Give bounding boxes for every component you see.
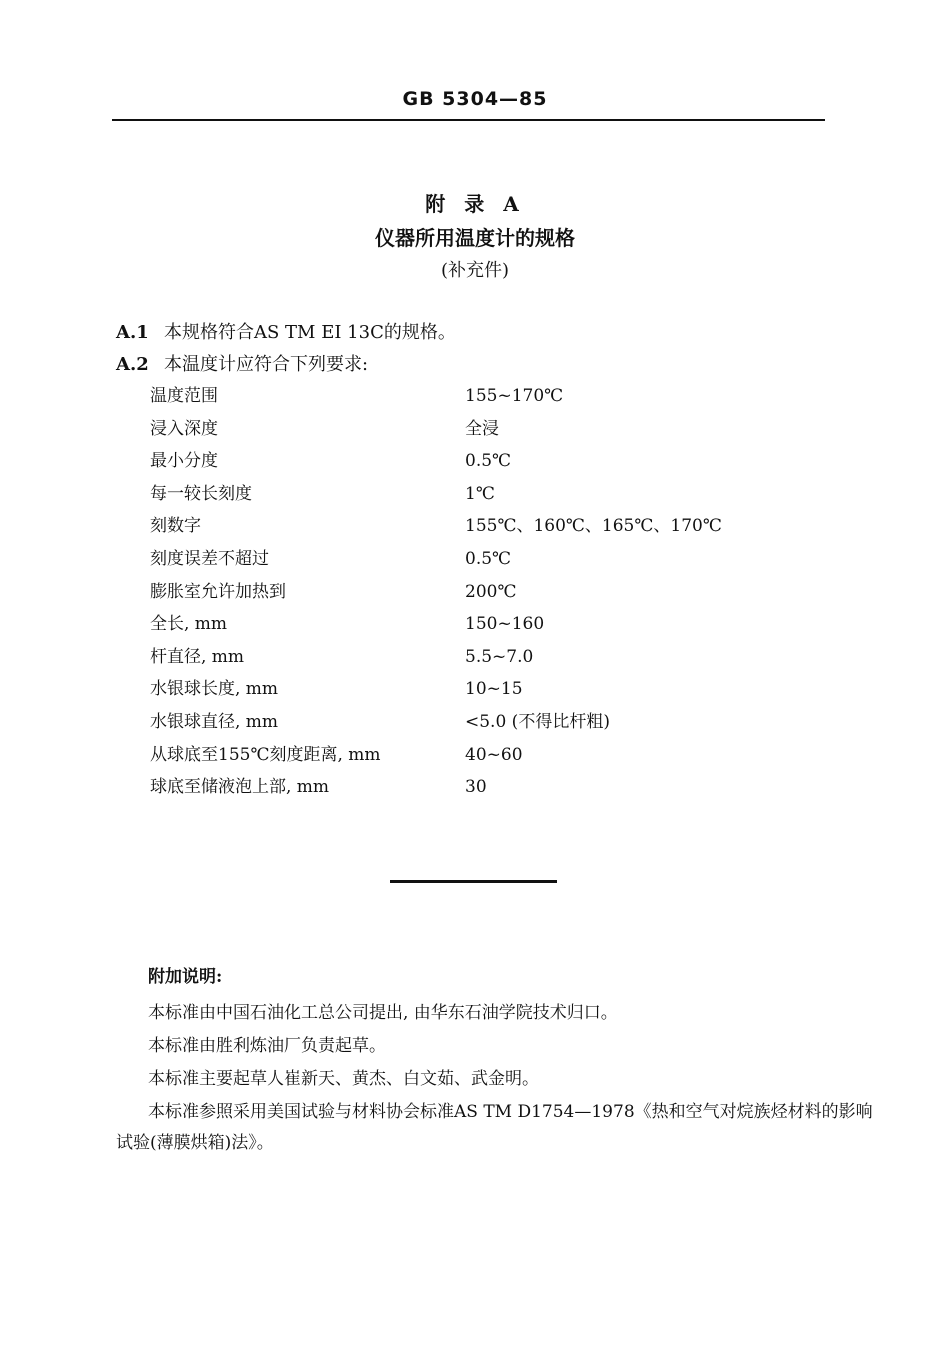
spec-label: 杆直径, mm xyxy=(150,646,245,667)
spec-value: 155~170℃ xyxy=(465,386,564,406)
spec-row xyxy=(150,773,750,806)
spec-value: 30 xyxy=(465,777,487,798)
spec-label: 温度范围 xyxy=(150,386,218,406)
spec-label: 最小分度 xyxy=(150,451,218,472)
spec-value: <5.0 (不得比杆粗) xyxy=(465,711,610,732)
spec-row xyxy=(150,480,750,513)
spec-row xyxy=(150,545,750,578)
spec-label: 全长, mm xyxy=(150,614,228,635)
spec-row xyxy=(150,447,750,480)
spec-value: 10~15 xyxy=(465,679,523,700)
spec-row xyxy=(150,578,750,611)
spec-label: 每一较长刻度 xyxy=(150,483,252,504)
spec-label: 浸入深度 xyxy=(150,418,218,439)
spec-label: 球底至储液泡上部, mm xyxy=(150,777,330,798)
appendix-label: 附 录 A xyxy=(425,192,525,216)
spec-value: 5.5~7.0 xyxy=(465,646,534,667)
clause-a1 xyxy=(116,318,456,344)
spec-value: 全浸 xyxy=(465,418,499,439)
spec-table xyxy=(150,382,750,806)
appendix-note: (补充件) xyxy=(440,260,510,281)
notes-line: 本标准由胜利炼油厂负责起草。 xyxy=(148,1036,386,1056)
section-end-rule xyxy=(390,880,557,883)
clause-number: A.2 xyxy=(116,354,149,375)
spec-value: 150~160 xyxy=(465,614,545,635)
spec-label: 从球底至155℃刻度距离, mm xyxy=(150,744,381,765)
notes-line: 本标准参照采用美国试验与材料协会标准AS TM D1754—1978《热和空气对烷族烃材料的影响 xyxy=(148,1102,873,1122)
spec-label: 水银球直径, mm xyxy=(150,711,279,732)
spec-value: 200℃ xyxy=(465,581,517,602)
clause-text: 本温度计应符合下列要求: xyxy=(164,354,369,375)
notes-line: 本标准主要起草人崔新天、黄杰、白文茹、武金明。 xyxy=(148,1069,539,1089)
spec-row xyxy=(150,415,750,448)
clause-number: A.1 xyxy=(116,322,149,343)
notes-line: 试验(薄膜烘箱)法》。 xyxy=(116,1133,274,1153)
spec-label: 水银球长度, mm xyxy=(150,679,279,700)
notes-line: 本标准由中国石油化工总公司提出, 由华东石油学院技术归口。 xyxy=(148,1003,618,1023)
spec-row xyxy=(150,675,750,708)
spec-value: 0.5℃ xyxy=(465,451,512,472)
spec-row xyxy=(150,382,750,415)
spec-row xyxy=(150,610,750,643)
spec-value: 155℃、160℃、165℃、170℃ xyxy=(465,516,722,537)
spec-label: 刻数字 xyxy=(150,516,201,537)
spec-value: 1℃ xyxy=(465,483,495,504)
appendix-title: 仪器所用温度计的规格 xyxy=(375,226,575,250)
standard-code: GB 5304—85 xyxy=(402,88,548,110)
spec-value: 40~60 xyxy=(465,744,523,765)
header-rule xyxy=(112,119,825,121)
clause-text: 本规格符合AS TM EI 13C的规格。 xyxy=(164,322,456,343)
spec-label: 刻度误差不超过 xyxy=(150,548,269,569)
spec-row xyxy=(150,512,750,545)
spec-row xyxy=(150,741,750,774)
notes-heading: 附加说明: xyxy=(148,967,223,987)
spec-row xyxy=(150,708,750,741)
spec-row xyxy=(150,643,750,676)
clause-a2 xyxy=(116,350,368,376)
spec-label: 膨胀室允许加热到 xyxy=(150,581,286,602)
spec-value: 0.5℃ xyxy=(465,548,512,569)
